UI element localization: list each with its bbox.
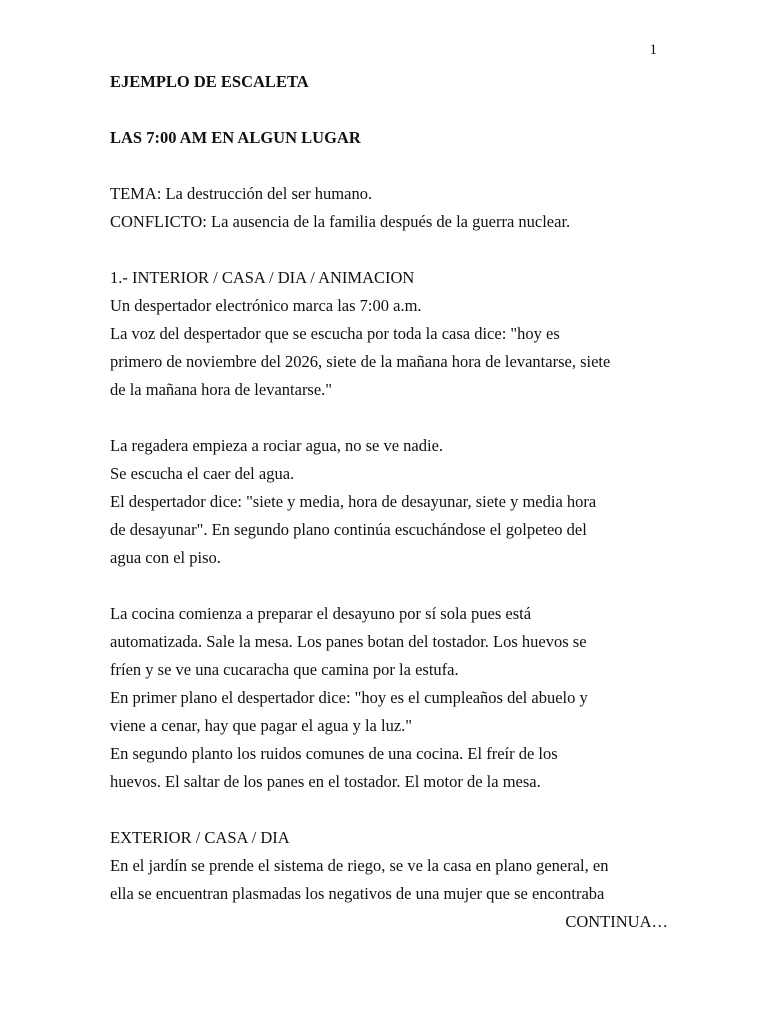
spacer [110,152,670,180]
document-subtitle: LAS 7:00 AM EN ALGUN LUGAR [110,128,361,147]
spacer [110,572,670,600]
paragraph-line: agua con el piso. [110,548,221,567]
paragraph-line: viene a cenar, hay que pagar el agua y la luz." [110,716,413,735]
paragraph-line: de la mañana hora de levantarse." [110,380,333,399]
paragraph-line: de desayunar". En segundo plano continúa escuchándose el golpeteo del [110,520,587,539]
paragraph-line: Se escucha el caer del agua. [110,464,295,483]
conflicto-line: CONFLICTO: La ausencia de la familia después de la guerra nuclear. [110,212,571,231]
scene-heading: 1.- INTERIOR / CASA / DIA / ANIMACION [110,268,415,287]
paragraph-line: La regadera empieza a rociar agua, no se ve nadie. [110,436,444,455]
paragraph-line: primero de noviembre del 2026, siete de la mañana hora de levantarse, siete [110,352,611,371]
paragraph-line: En segundo planto los ruidos comunes de una cocina. El freír de los [110,744,558,763]
paragraph-line: La cocina comienza a preparar el desayuno por sí sola pues está [110,604,532,623]
tema-line: TEMA: La destrucción del ser humano. [110,184,373,203]
paragraph-line: En primer plano el despertador dice: "hoy es el cumpleaños del abuelo y [110,688,588,707]
page-number: 1 [649,42,657,58]
paragraph-line: ella se encuentran plasmadas los negativos de una mujer que se encontraba [110,884,605,903]
paragraph-line: huevos. El saltar de los panes en el tostador. El motor de la mesa. [110,772,541,791]
spacer [110,796,670,824]
paragraph-line: automatizada. Sale la mesa. Los panes botan del tostador. Los huevos se [110,632,587,651]
spacer [110,236,670,264]
paragraph-line: fríen y se ve una cucaracha que camina por la estufa. [110,660,459,679]
continua-label: CONTINUA… [565,912,668,931]
document-body [110,68,670,936]
paragraph-line: Un despertador electrónico marca las 7:00 a.m. [110,296,422,315]
paragraph-line: La voz del despertador que se escucha por toda la casa dice: "hoy es [110,324,560,343]
spacer [110,96,670,124]
scene-heading: EXTERIOR / CASA / DIA [110,828,290,847]
paragraph-line: En el jardín se prende el sistema de riego, se ve la casa en plano general, en [110,856,609,875]
document-title: EJEMPLO DE ESCALETA [110,72,309,91]
spacer [110,404,670,432]
paragraph-line: El despertador dice: "siete y media, hora de desayunar, siete y media hora [110,492,597,511]
